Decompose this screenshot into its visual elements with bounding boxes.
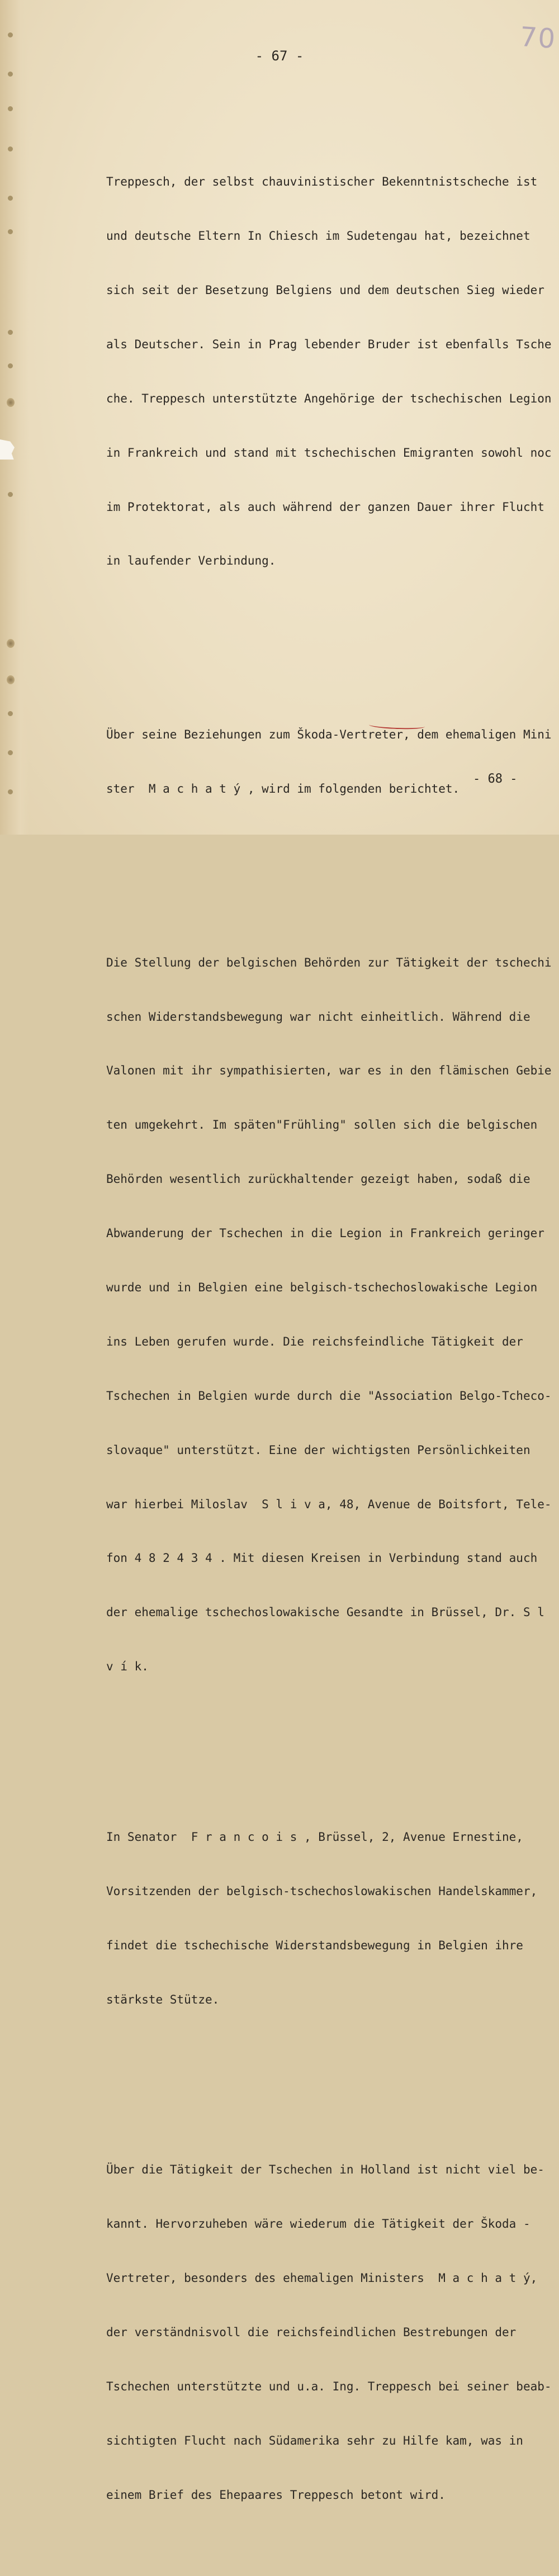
text-line: im Protektorat, als auch während der ganzen Dauer ihrer Flucht [106,500,544,514]
binding-hole-mark [8,330,13,335]
page-number: - 67 - [255,48,304,64]
binding-hole-mark [8,750,13,755]
binding-hole-mark [7,675,15,684]
text-line: Über die Tätigkeit der Tschechen in Holland ist nicht viel be- [106,2163,544,2177]
text-line: Über seine Beziehungen zum Škoda-Vertreter, dem ehemaligen Mini [106,728,552,742]
text-line: slovaque" unterstützt. Eine der wichtigsten Persönlichkeiten [106,1443,530,1457]
text-line: Tschechen unterstützte und u.a. Ing. Treppesch bei seiner beab- [106,2379,552,2393]
text-line: der ehemalige tschechoslowakische Gesandte in Brüssel, Dr. S l [106,1606,544,1620]
binding-hole-mark [8,492,13,497]
text-line: ins Leben gerufen wurde. Die reichsfeindliche Tätigkeit der [106,1334,523,1348]
text-line: einem Brief des Ehepaares Treppesch betont wird. [106,2488,446,2502]
binding-hole-mark [8,196,13,201]
text-line: war hierbei Miloslav S l i v a, 48, Avenue de Boitsfort, Tele- [106,1497,552,1511]
binding-hole-mark [8,363,13,368]
binding-hole-mark [8,32,13,37]
text-line: in Frankreich und stand mit tschechischen Emigranten sowohl noc [106,446,552,460]
text-line: stärkste Stütze. [106,1992,220,2006]
text-line: Die Stellung der belgischen Behörden zur Tätigkeit der tschechi [106,955,552,969]
text-line: Behörden wesentlich zurückhaltender gezeigt haben, sodaß die [106,1172,530,1186]
text-line: Vorsitzenden der belgisch-tschechoslowakischen Handelskammer, [106,1884,538,1898]
text-line: Treppesch, der selbst chauvinistischer Bekenntnistscheche ist [106,175,538,189]
text-line: Valonen mit ihr sympathisierten, war es in den flämischen Gebie [106,1064,552,1078]
folio-number: 70 [519,21,557,55]
text-line: findet die tschechische Widerstandsbewegung in Belgien ihre [106,1938,523,1952]
binding-hole-mark [7,398,15,407]
paragraph [106,917,553,1712]
text-line: ster M a c h a t ý , wird im folgenden berichtet. [106,782,460,795]
text-line: der verständnisvoll die reichsfeindlichen Bestrebungen der [106,2325,517,2339]
paragraph [106,137,553,607]
paragraph [106,1792,553,2044]
paragraph [106,690,553,834]
binding-hole-mark [8,789,13,794]
text-line: schen Widerstandsbewegung war nicht einheitlich. Während die [106,1010,530,1024]
binding-edge [0,0,29,835]
text-line: fon 4 8 2 4 3 4 . Mit diesen Kreisen in Verbindung stand auch [106,1551,538,1565]
text-line: Tschechen in Belgien wurde durch die "Association Belgo-Tcheco- [106,1389,552,1403]
text-line: v í k. [106,1660,149,1674]
text-line: Vertreter, besonders des ehemaligen Ministers M a c h a t ý, [106,2271,538,2285]
text-line: kannt. Hervorzuheben wäre wiederum die Tätigkeit der Škoda - [106,2217,530,2231]
text-line: sich seit der Besetzung Belgiens und dem deutschen Sieg wieder [106,283,544,297]
next-page-marker: - 68 - [473,772,518,786]
text-line: In Senator F r a n c o i s , Brüssel, 2, Avenue Ernestine, [106,1830,523,1844]
binding-hole-mark [8,106,13,111]
text-line: als Deutscher. Sein in Prag lebender Bruder ist ebenfalls Tsche [106,337,552,351]
text-line: Abwanderung der Tschechen in die Legion in Frankreich geringer [106,1227,544,1240]
text-line: wurde und in Belgien eine belgisch-tschechoslowakische Legion [106,1281,538,1294]
text-line: in laufender Verbindung. [106,554,276,568]
body-text [106,101,553,2576]
binding-hole-mark [8,711,13,716]
text-line: und deutsche Eltern In Chiesch im Sudetengau hat, bezeichnet [106,229,530,243]
paragraph [106,2125,553,2540]
binding-hole-mark [8,146,13,151]
text-line: sichtigten Flucht nach Südamerika sehr zu Hilfe kam, was in [106,2433,523,2447]
text-line: che. Treppesch unterstützte Angehörige der tschechischen Legion [106,391,552,405]
binding-hole-mark [8,72,13,77]
binding-hole-mark [7,639,15,648]
binding-hole-mark [8,229,13,234]
text-line: ten umgekehrt. Im späten"Frühling" sollen sich die belgischen [106,1118,538,1132]
